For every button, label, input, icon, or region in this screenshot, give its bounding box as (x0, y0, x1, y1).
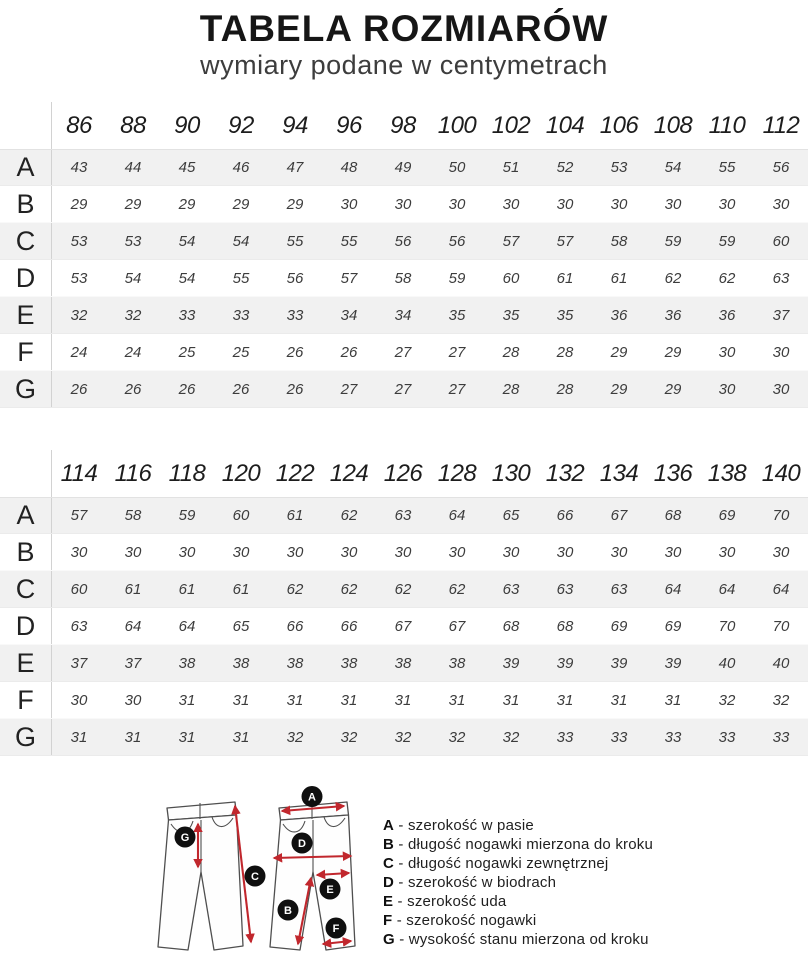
value-cell: 54 (232, 232, 250, 250)
badge-C (244, 866, 265, 887)
value-cell: 38 (394, 654, 412, 672)
value-cell: 28 (556, 380, 574, 398)
value-cell: 35 (502, 306, 520, 324)
value-cell: 67 (610, 507, 628, 524)
value-cell: 56 (286, 269, 304, 287)
value-cell: 49 (394, 159, 412, 176)
value-cell: 26 (124, 380, 142, 398)
badge-F-letter: F (332, 923, 340, 935)
value-cell: 68 (556, 617, 574, 635)
measurement-row-e (0, 297, 808, 334)
value-cell: 31 (502, 691, 520, 709)
measurement-legend (383, 786, 653, 949)
badge-G-letter: G (180, 832, 190, 844)
value-cell: 29 (286, 195, 304, 213)
size-header-cell: 88 (120, 111, 146, 139)
value-cell: 31 (70, 728, 88, 746)
value-cell: 30 (394, 195, 412, 213)
value-cell: 69 (718, 507, 736, 524)
pants-diagram (155, 786, 367, 970)
value-cell: 28 (502, 380, 520, 398)
value-cell: 33 (718, 728, 736, 746)
value-cell: 30 (124, 691, 142, 709)
value-cell: 30 (772, 195, 790, 213)
value-cell: 26 (70, 380, 88, 398)
size-header-cell: 114 (60, 459, 98, 487)
value-cell: 30 (664, 543, 682, 561)
value-cell: 57 (340, 269, 358, 287)
value-cell: 61 (178, 580, 196, 598)
value-cell: 39 (664, 654, 682, 672)
value-cell: 29 (70, 195, 88, 213)
size-table-header-row (0, 102, 808, 149)
value-cell: 53 (70, 269, 88, 287)
value-cell: 30 (178, 543, 196, 561)
value-cell: 67 (448, 617, 466, 635)
value-cell: 38 (448, 654, 466, 672)
value-cell: 32 (286, 728, 304, 746)
value-cell: 67 (394, 617, 412, 635)
value-cell: 27 (394, 343, 412, 361)
size-header-cell: 96 (336, 111, 362, 139)
value-cell: 64 (772, 580, 790, 598)
value-cell: 32 (124, 306, 142, 324)
value-cell: 31 (394, 691, 412, 709)
value-cell: 61 (286, 507, 304, 524)
value-cell: 30 (286, 543, 304, 561)
row-label-d: D (0, 260, 52, 296)
value-cell: 30 (70, 543, 88, 561)
table-corner-cell (0, 450, 52, 497)
size-header-cell: 138 (707, 459, 747, 487)
value-cell: 30 (340, 543, 358, 561)
size-header-cell: 90 (174, 111, 200, 139)
size-header-cell: 118 (168, 459, 206, 487)
size-header-cell: 100 (437, 111, 477, 139)
value-cell: 38 (178, 654, 196, 672)
value-cell: 60 (502, 269, 520, 287)
value-cell: 29 (232, 195, 250, 213)
badge-E (319, 879, 340, 900)
value-cell: 30 (394, 543, 412, 561)
value-cell: 29 (664, 380, 682, 398)
value-cell: 25 (178, 343, 196, 361)
legend-letter: D (382, 874, 395, 891)
value-cell: 66 (340, 617, 358, 635)
row-label-c: C (0, 571, 52, 607)
value-cell: 32 (502, 728, 520, 746)
value-cell: 66 (556, 507, 574, 524)
value-cell: 59 (718, 232, 736, 250)
value-cell: 69 (610, 617, 628, 635)
value-cell: 59 (448, 269, 466, 287)
measurement-row-a (0, 497, 808, 534)
legend-letter: B (382, 836, 395, 853)
value-cell: 33 (772, 728, 790, 746)
value-cell: 35 (556, 306, 574, 324)
value-cell: 61 (556, 269, 574, 287)
value-cell: 58 (394, 269, 412, 287)
row-label-b: B (0, 186, 52, 222)
value-cell: 70 (772, 507, 790, 524)
value-cell: 63 (556, 580, 574, 598)
pants-diagram-svg (155, 786, 367, 970)
value-cell: 39 (502, 654, 520, 672)
badge-F (325, 918, 346, 939)
value-cell: 32 (718, 691, 736, 709)
value-cell: 53 (610, 159, 628, 176)
value-cell: 30 (718, 380, 736, 398)
value-cell: 30 (448, 195, 466, 213)
measurement-row-d (0, 608, 808, 645)
row-label-g: G (0, 371, 52, 407)
value-cell: 54 (178, 232, 196, 250)
value-cell: 29 (664, 343, 682, 361)
size-header-cell: 140 (761, 459, 801, 487)
value-cell: 38 (232, 654, 250, 672)
value-cell: 44 (124, 159, 142, 176)
value-cell: 62 (286, 580, 304, 598)
value-cell: 62 (448, 580, 466, 598)
legend-letter: A (382, 817, 395, 834)
legend-item-d: D - szerokość w biodrach (382, 874, 557, 891)
value-cell: 26 (340, 343, 358, 361)
value-cell: 39 (556, 654, 574, 672)
value-cell: 26 (286, 380, 304, 398)
value-cell: 31 (556, 691, 574, 709)
legend-item-g: G - wysokość stanu mierzona od kroku (382, 931, 649, 948)
value-cell: 30 (502, 543, 520, 561)
value-cell: 62 (340, 507, 358, 524)
value-cell: 27 (448, 380, 466, 398)
value-cell: 48 (340, 159, 358, 176)
value-cell: 56 (772, 159, 790, 176)
row-label-f: F (0, 334, 52, 370)
value-cell: 37 (124, 654, 142, 672)
value-cell: 46 (232, 159, 250, 176)
value-cell: 30 (610, 195, 628, 213)
size-header-cell: 92 (228, 111, 254, 139)
row-label-g: G (0, 719, 52, 755)
row-label-b: B (0, 534, 52, 570)
value-cell: 30 (772, 380, 790, 398)
value-cell: 31 (124, 728, 142, 746)
value-cell: 30 (610, 543, 628, 561)
value-cell: 70 (772, 617, 790, 635)
value-cell: 26 (232, 380, 250, 398)
value-cell: 39 (610, 654, 628, 672)
value-cell: 30 (556, 195, 574, 213)
value-cell: 24 (124, 343, 142, 361)
value-cell: 33 (178, 306, 196, 324)
size-header-cell: 136 (653, 459, 693, 487)
size-header-cell: 110 (708, 111, 746, 139)
value-cell: 64 (664, 580, 682, 598)
value-cell: 33 (664, 728, 682, 746)
value-cell: 36 (664, 306, 682, 324)
value-cell: 69 (664, 617, 682, 635)
value-cell: 30 (232, 543, 250, 561)
value-cell: 55 (232, 269, 250, 287)
measurement-guide (0, 786, 808, 970)
value-cell: 27 (340, 380, 358, 398)
size-header-cell: 112 (762, 111, 800, 139)
value-cell: 55 (340, 232, 358, 250)
value-cell: 38 (286, 654, 304, 672)
value-cell: 61 (232, 580, 250, 598)
value-cell: 43 (70, 159, 88, 176)
table-corner-cell (0, 102, 52, 149)
value-cell: 32 (772, 691, 790, 709)
size-header-cell: 106 (599, 111, 639, 139)
value-cell: 62 (664, 269, 682, 287)
value-cell: 30 (70, 691, 88, 709)
size-header-cell: 124 (329, 459, 369, 487)
value-cell: 60 (70, 580, 88, 598)
value-cell: 68 (664, 507, 682, 524)
badge-E-letter: E (326, 884, 334, 896)
value-cell: 30 (718, 543, 736, 561)
badge-D-letter: D (297, 838, 306, 850)
row-label-a: A (0, 498, 52, 533)
value-cell: 40 (718, 654, 736, 672)
value-cell: 37 (70, 654, 88, 672)
value-cell: 63 (610, 580, 628, 598)
size-header-cell: 130 (491, 459, 531, 487)
badge-A (301, 786, 322, 807)
measurement-row-e (0, 645, 808, 682)
legend-item-c: C - długość nogawki zewnętrznej (382, 855, 609, 872)
value-cell: 64 (448, 507, 466, 524)
measurement-row-c (0, 223, 808, 260)
legend-item-f: F - szerokość nogawki (382, 912, 537, 929)
value-cell: 36 (718, 306, 736, 324)
size-table-header-row (0, 450, 808, 497)
page-subtitle: wymiary podane w centymetrach (200, 50, 608, 80)
size-header-cell: 98 (390, 111, 416, 139)
value-cell: 54 (664, 159, 682, 176)
value-cell: 31 (340, 691, 358, 709)
value-cell: 57 (502, 232, 520, 250)
value-cell: 29 (610, 343, 628, 361)
measurement-row-g (0, 719, 808, 756)
measurement-row-f (0, 334, 808, 371)
measurement-row-b (0, 534, 808, 571)
value-cell: 70 (718, 617, 736, 635)
value-cell: 60 (772, 232, 790, 250)
size-header-cell: 102 (491, 111, 531, 139)
value-cell: 65 (502, 507, 520, 524)
size-header-cell: 94 (282, 111, 308, 139)
value-cell: 65 (232, 617, 250, 635)
measurement-row-c (0, 571, 808, 608)
value-cell: 45 (178, 159, 196, 176)
value-cell: 62 (394, 580, 412, 598)
size-header-cell: 86 (66, 111, 92, 139)
value-cell: 30 (448, 543, 466, 561)
value-cell: 26 (178, 380, 196, 398)
value-cell: 30 (340, 195, 358, 213)
value-cell: 32 (394, 728, 412, 746)
value-cell: 26 (286, 343, 304, 361)
value-cell: 33 (610, 728, 628, 746)
size-tables (0, 102, 808, 756)
size-header-cell: 104 (545, 111, 585, 139)
value-cell: 66 (286, 617, 304, 635)
value-cell: 57 (556, 232, 574, 250)
value-cell: 32 (70, 306, 88, 324)
value-cell: 63 (70, 617, 88, 635)
row-label-e: E (0, 297, 52, 333)
value-cell: 30 (718, 195, 736, 213)
value-cell: 35 (448, 306, 466, 324)
value-cell: 56 (394, 232, 412, 250)
size-header-cell: 134 (599, 459, 639, 487)
value-cell: 56 (448, 232, 466, 250)
value-cell: 58 (124, 507, 142, 524)
value-cell: 68 (502, 617, 520, 635)
legend-letter: G (382, 931, 395, 948)
value-cell: 62 (718, 269, 736, 287)
badge-B-letter: B (283, 905, 292, 917)
value-cell: 30 (502, 195, 520, 213)
value-cell: 31 (232, 728, 250, 746)
value-cell: 32 (448, 728, 466, 746)
size-table-1 (0, 102, 808, 408)
value-cell: 59 (178, 507, 196, 524)
value-cell: 52 (556, 159, 574, 176)
value-cell: 59 (664, 232, 682, 250)
value-cell: 24 (70, 343, 88, 361)
size-header-cell: 120 (221, 459, 261, 487)
value-cell: 55 (718, 159, 736, 176)
legend-item-a: A - szerokość w pasie (382, 817, 534, 834)
value-cell: 28 (502, 343, 520, 361)
value-cell: 63 (772, 269, 790, 287)
value-cell: 58 (610, 232, 628, 250)
value-cell: 29 (124, 195, 142, 213)
value-cell: 29 (610, 380, 628, 398)
value-cell: 30 (772, 343, 790, 361)
size-header-cell: 116 (114, 459, 152, 487)
legend-item-e: E - szerokość uda (382, 893, 507, 910)
value-cell: 63 (502, 580, 520, 598)
size-header-cell: 122 (275, 459, 315, 487)
value-cell: 31 (178, 691, 196, 709)
value-cell: 61 (124, 580, 142, 598)
value-cell: 27 (394, 380, 412, 398)
size-table-2 (0, 450, 808, 756)
row-label-f: F (0, 682, 52, 718)
value-cell: 33 (232, 306, 250, 324)
value-cell: 31 (448, 691, 466, 709)
value-cell: 36 (610, 306, 628, 324)
value-cell: 33 (556, 728, 574, 746)
value-cell: 30 (772, 543, 790, 561)
measurement-row-b (0, 186, 808, 223)
value-cell: 30 (124, 543, 142, 561)
legend-letter: E (382, 893, 394, 910)
badge-G (174, 827, 195, 848)
value-cell: 53 (124, 232, 142, 250)
size-header-cell: 108 (653, 111, 693, 139)
value-cell: 31 (610, 691, 628, 709)
legend-letter: F (382, 912, 393, 929)
value-cell: 47 (286, 159, 304, 176)
value-cell: 30 (718, 343, 736, 361)
page-title: TABELA ROZMIARÓW (199, 8, 609, 49)
value-cell: 55 (286, 232, 304, 250)
value-cell: 32 (340, 728, 358, 746)
value-cell: 31 (178, 728, 196, 746)
value-cell: 54 (124, 269, 142, 287)
value-cell: 64 (178, 617, 196, 635)
badge-D (291, 833, 312, 854)
value-cell: 50 (448, 159, 466, 176)
value-cell: 37 (772, 306, 790, 324)
page-header (0, 0, 808, 81)
value-cell: 31 (232, 691, 250, 709)
row-label-a: A (0, 150, 52, 185)
value-cell: 63 (394, 507, 412, 524)
value-cell: 54 (178, 269, 196, 287)
value-cell: 30 (664, 195, 682, 213)
measurement-row-a (0, 149, 808, 186)
value-cell: 64 (124, 617, 142, 635)
row-label-e: E (0, 645, 52, 681)
measurement-row-f (0, 682, 808, 719)
value-cell: 62 (340, 580, 358, 598)
value-cell: 31 (286, 691, 304, 709)
value-cell: 64 (718, 580, 736, 598)
size-header-cell: 132 (545, 459, 585, 487)
value-cell: 51 (502, 159, 520, 176)
measurement-row-g (0, 371, 808, 408)
value-cell: 53 (70, 232, 88, 250)
value-cell: 57 (70, 507, 88, 524)
value-cell: 40 (772, 654, 790, 672)
value-cell: 38 (340, 654, 358, 672)
value-cell: 33 (286, 306, 304, 324)
measurement-row-d (0, 260, 808, 297)
value-cell: 61 (610, 269, 628, 287)
value-cell: 27 (448, 343, 466, 361)
value-cell: 25 (232, 343, 250, 361)
row-label-c: C (0, 223, 52, 259)
badge-C-letter: C (250, 871, 259, 883)
row-label-d: D (0, 608, 52, 644)
value-cell: 60 (232, 507, 250, 524)
size-header-cell: 128 (437, 459, 477, 487)
value-cell: 34 (394, 306, 412, 324)
legend-letter: C (382, 855, 395, 872)
size-header-cell: 126 (383, 459, 423, 487)
legend-item-b: B - długość nogawki mierzona do kroku (382, 836, 654, 853)
badge-A-letter: A (307, 791, 316, 804)
value-cell: 28 (556, 343, 574, 361)
pants-left-figure (158, 802, 243, 950)
value-cell: 30 (556, 543, 574, 561)
value-cell: 29 (178, 195, 196, 213)
value-cell: 31 (664, 691, 682, 709)
badge-B (277, 900, 298, 921)
value-cell: 34 (340, 306, 358, 324)
